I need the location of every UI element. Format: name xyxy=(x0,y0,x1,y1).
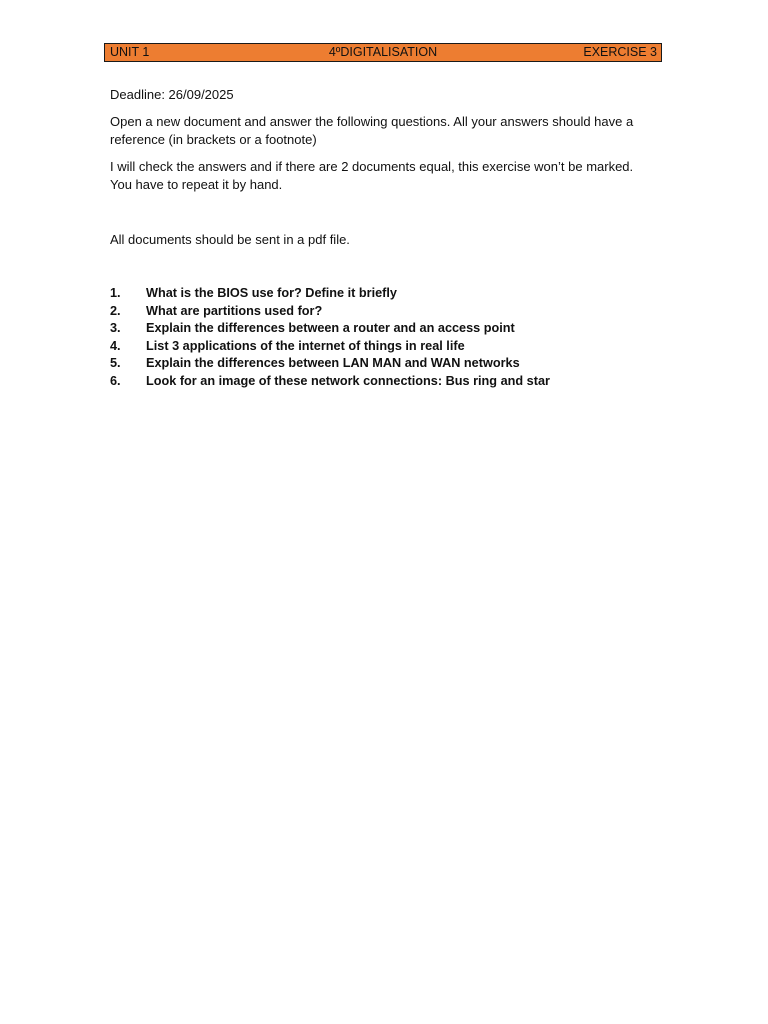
question-item xyxy=(110,338,660,356)
deadline-text: Deadline: 26/09/2025 xyxy=(110,87,234,102)
question-text: What is the BIOS use for? Define it briefly xyxy=(146,286,397,300)
header-subject: 4ºDIGITALISATION xyxy=(328,45,438,59)
question-number: 1. xyxy=(110,286,121,300)
question-number: 3. xyxy=(110,321,121,336)
question-number: 4. xyxy=(110,338,121,353)
question-item xyxy=(110,285,660,303)
header-bar xyxy=(104,43,662,62)
instructions-text: Open a new document and answer the following questions. All your answers should have a reference (in brackets or a footnote) xyxy=(110,114,634,147)
pdf-note-text: All documents should be sent in a pdf file. xyxy=(110,232,350,247)
header-unit: UNIT 1 xyxy=(110,45,150,59)
question-item xyxy=(110,320,660,338)
check-line-1: I will check the answers and if there are 2 documents equal, this exercise won’t be marked. xyxy=(110,159,634,174)
question-text: Explain the differences between LAN MAN and WAN networks xyxy=(146,356,520,371)
question-number: 6. xyxy=(110,373,121,388)
question-text: Look for an image of these network connections: Bus ring and star xyxy=(146,373,550,388)
question-number: 2. xyxy=(110,303,121,318)
question-text: Explain the differences between a router and an access point xyxy=(146,321,515,336)
question-item xyxy=(110,303,660,321)
check-paragraph xyxy=(110,158,650,193)
question-item xyxy=(110,355,660,373)
header-exercise: EXERCISE 3 xyxy=(583,45,657,59)
question-list xyxy=(110,285,660,391)
check-line-2: You have to repeat it by hand. xyxy=(110,176,283,192)
question-text: What are partitions used for? xyxy=(146,303,323,318)
question-number: 5. xyxy=(110,356,121,371)
question-text: List 3 applications of the internet of things in real life xyxy=(146,338,465,353)
question-item xyxy=(110,373,660,391)
